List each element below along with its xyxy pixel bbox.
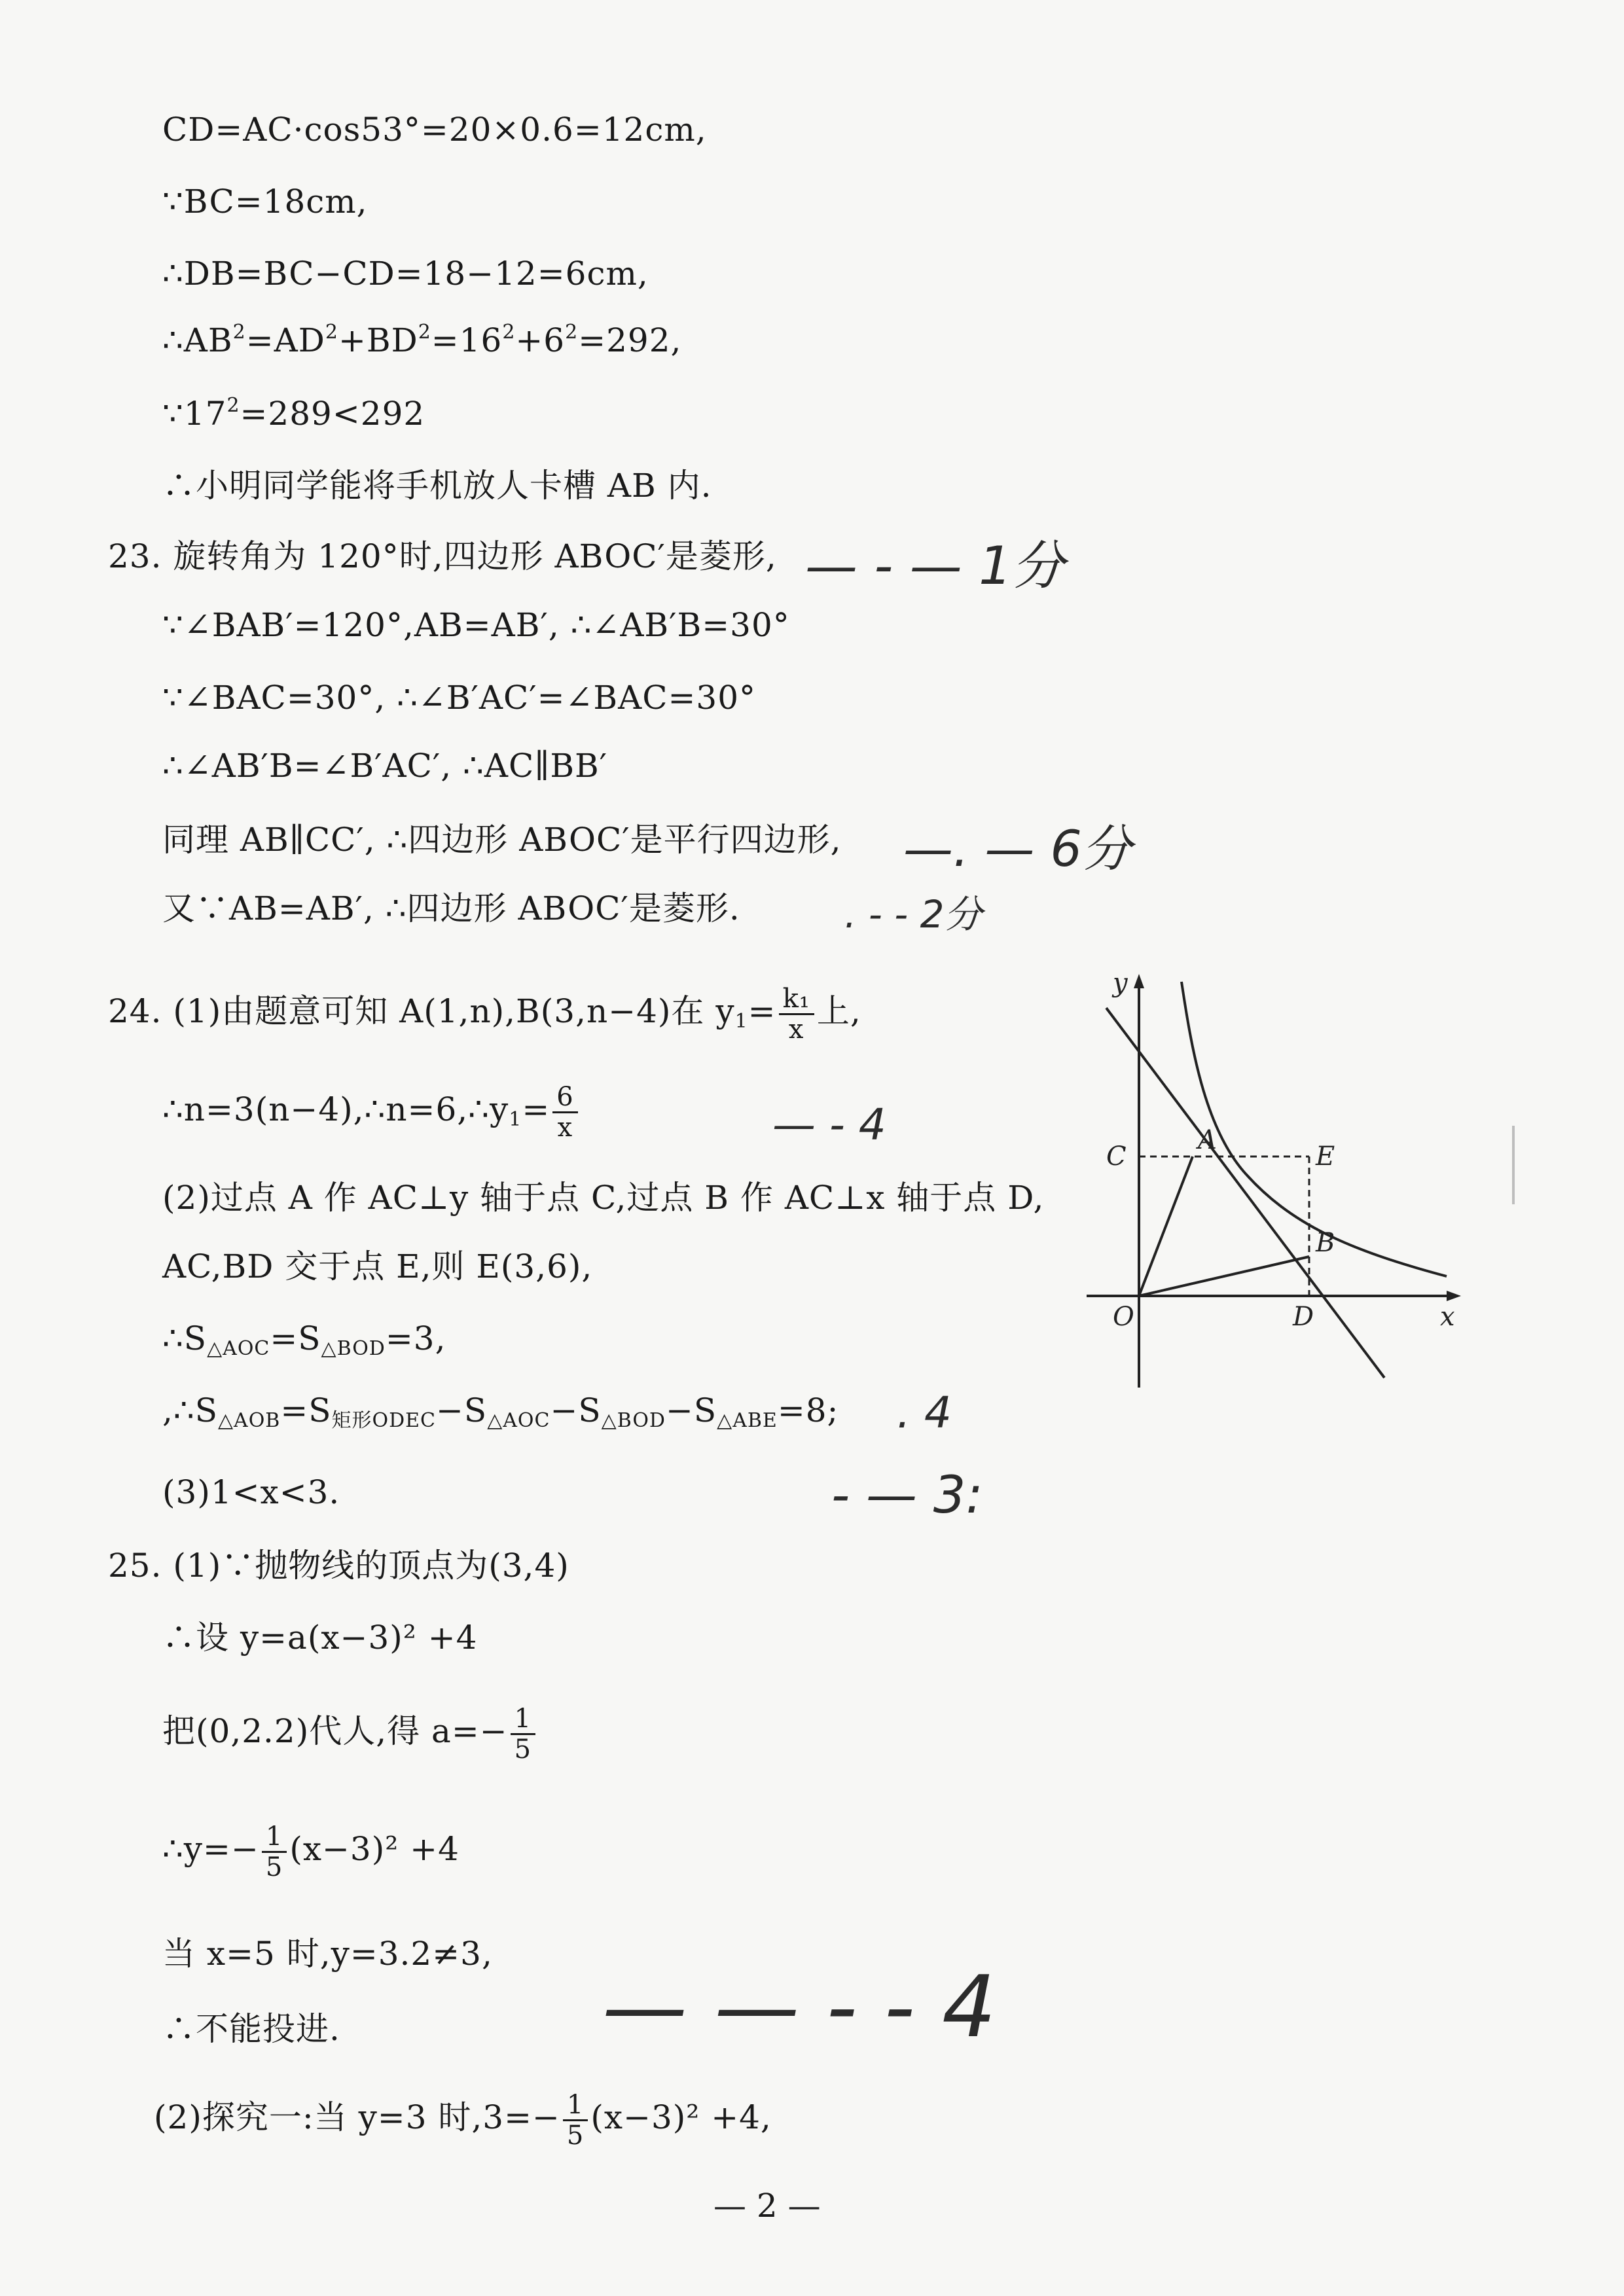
- text-line: 当 x=5 时,y=3.2≠3,: [162, 1935, 493, 1973]
- text-line: ∵BC=18cm,: [162, 183, 368, 221]
- label-c: C: [1106, 1141, 1127, 1172]
- y-axis-arrow: [1134, 974, 1144, 988]
- line-ab: [1106, 1008, 1384, 1378]
- text-line: ∴小明同学能将手机放人卡槽 AB 内.: [162, 467, 712, 505]
- question-25: 25. (1)∵抛物线的顶点为(3,4): [108, 1547, 569, 1585]
- fraction: $\frac{1}{5}$: [563, 2090, 588, 2150]
- label-e: E: [1316, 1141, 1335, 1172]
- fraction: $\frac{6}{x}$: [552, 1083, 577, 1142]
- text-line: $\therefore n=3(n-4),\therefore n=6,\therefore y_1=$ $\frac{6}{x}$: [162, 1073, 581, 1145]
- text-line: $\therefore AB^2=AD^2+BD^2=16^2+6^2=292$,: [162, 321, 682, 359]
- handwritten-score: — — - - 4: [602, 1957, 996, 2056]
- coordinate-graph: [1074, 969, 1466, 1401]
- label-x: x: [1440, 1302, 1455, 1332]
- handwritten-score: — - — 1分: [805, 535, 1065, 596]
- text-line: ∵∠BAB′=120°,AB=AB′, ∴∠AB′B=30°: [162, 606, 790, 644]
- handwritten-score: - — 3:: [831, 1466, 983, 1525]
- label-b: B: [1316, 1228, 1335, 1258]
- text-line: (2)过点 A 作 AC⊥y 轴于点 C,过点 B 作 AC⊥x 轴于点 D,: [162, 1179, 1045, 1217]
- label-y: y: [1113, 969, 1128, 998]
- hyperbola-curve: [1182, 982, 1447, 1276]
- text-line: $,\therefore S_{\triangle AOB}=S_{矩形ODEC}-S_{\triangle AOC}-S_{\triangle BOD}-S_{\triangle ABE}=8$;: [162, 1391, 839, 1432]
- handwritten-score: —. — 6分: [903, 819, 1132, 878]
- text-line: ∴不能投进.: [162, 2010, 340, 2048]
- text-line: 又∵AB=AB′, ∴四边形 ABOC′是菱形.: [162, 889, 740, 927]
- text-line: (2)探究一:当 y=3 时,3=− $\frac{1}{5}$ (x−3)² +4,: [154, 2089, 772, 2151]
- text-line: $\because 17^2=289<292$: [162, 394, 425, 433]
- question-24: 24. (1)由题意可知 A(1,n),B(3,n−4)在 $y_1=$ $\frac{\text{k₁}}{x}$ 上,: [108, 983, 861, 1045]
- label-a: A: [1198, 1125, 1217, 1155]
- handwritten-score: . - - 2分: [844, 892, 983, 937]
- text-line: CD=AC·cos53°=20×0.6=12cm,: [162, 111, 707, 149]
- text-line: ∵∠BAC=30°, ∴∠B′AC′=∠BAC=30°: [162, 679, 757, 717]
- text-line: AC,BD 交于点 E,则 E(3,6),: [162, 1247, 593, 1285]
- text-line: ∴y=− $\frac{1}{5}$ (x−3)² +4: [162, 1821, 460, 1882]
- label-d: D: [1293, 1302, 1314, 1332]
- text-line: ∴∠AB′B=∠B′AC′, ∴AC∥BB′: [162, 747, 608, 785]
- handwritten-score: . 4: [897, 1388, 952, 1438]
- text-line: $\therefore S_{\triangle AOC}=S_{\triangle BOD}=3$,: [162, 1319, 446, 1360]
- fraction: $\frac{1}{5}$: [511, 1704, 535, 1764]
- text-line: ∴DB=BC−CD=18−12=6cm,: [162, 255, 649, 293]
- handwritten-score: — - 4: [772, 1100, 886, 1150]
- x-axis-arrow: [1447, 1291, 1461, 1301]
- text-line: 同理 AB∥CC′, ∴四边形 ABOC′是平行四边形,: [162, 821, 842, 859]
- text-line: (3)1<x<3.: [162, 1473, 340, 1511]
- segment-oa: [1139, 1157, 1193, 1296]
- page-number: — 2 —: [713, 2187, 821, 2225]
- scan-mark: [1512, 1126, 1515, 1204]
- fraction: $\frac{\text{k₁}}{x}$: [779, 984, 814, 1044]
- question-23: 23. 旋转角为 120°时,四边形 ABOC′是菱形,: [108, 537, 777, 575]
- fraction: $\frac{1}{5}$: [262, 1822, 287, 1882]
- text-line: ∴设 y=a(x−3)² +4: [162, 1619, 478, 1657]
- text-line: 把(0,2.2)代人,得 a=− $\frac{1}{5}$: [162, 1695, 538, 1767]
- segment-ob: [1139, 1257, 1309, 1296]
- label-o: O: [1113, 1302, 1134, 1332]
